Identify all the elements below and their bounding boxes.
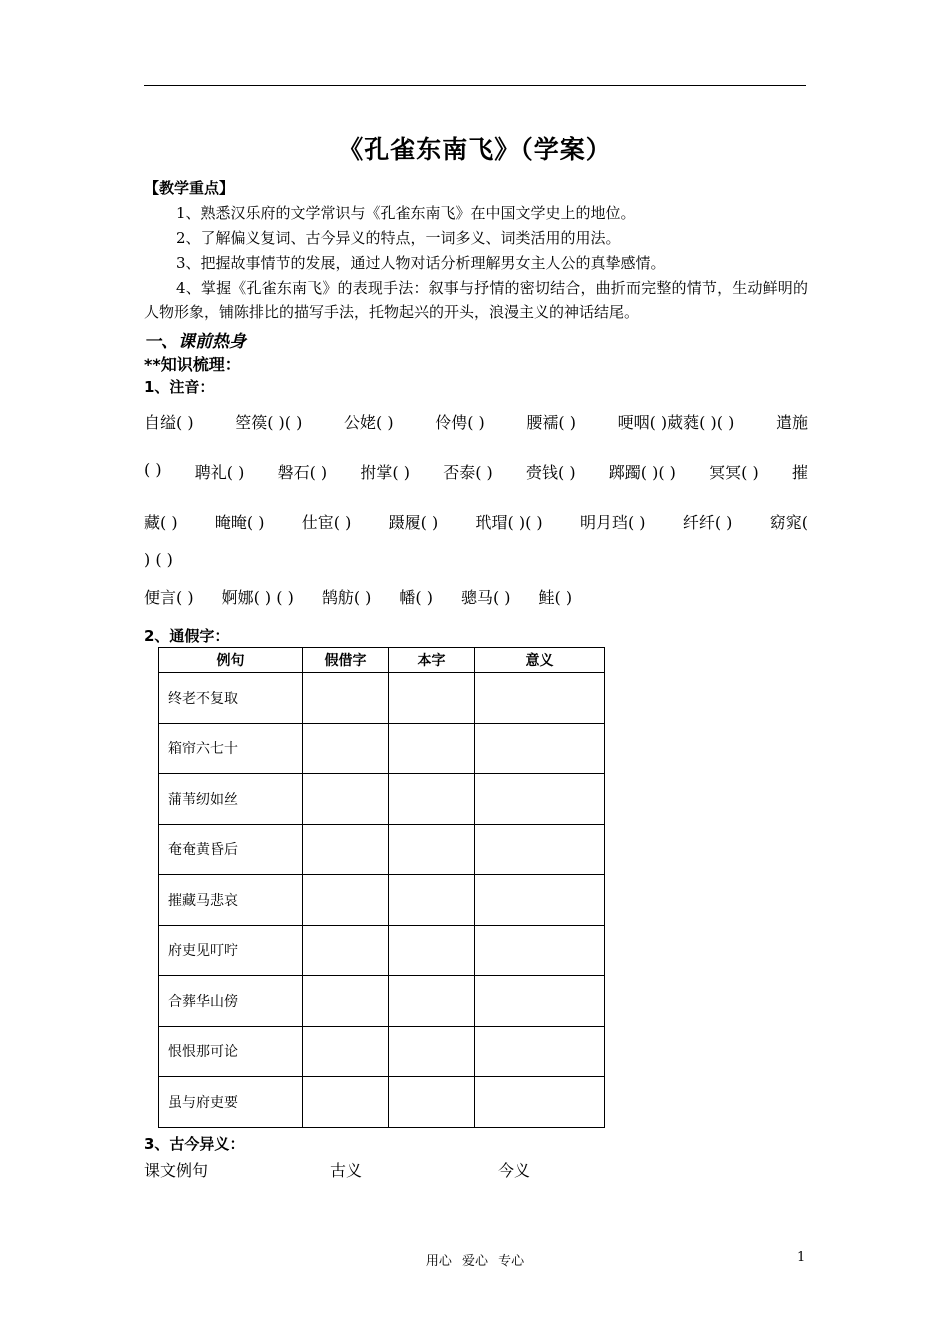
pinyin-item: 摧 [791, 463, 808, 482]
answer-cell[interactable] [389, 1077, 475, 1128]
answer-cell[interactable] [303, 925, 389, 976]
question-gujin-label: 3、古今异义： [144, 1135, 245, 1153]
pinyin-item: 腰襦( ) [526, 413, 576, 432]
pinyin-item: 自缢( ) [144, 413, 194, 432]
pinyin-item: 冥冥( ) [709, 463, 759, 482]
answer-cell[interactable] [389, 925, 475, 976]
answer-cell[interactable] [389, 875, 475, 926]
example-cell: 终老不复取 [159, 673, 303, 724]
example-cell: 府吏见叮咛 [159, 925, 303, 976]
answer-cell[interactable] [389, 824, 475, 875]
table-row [159, 774, 605, 825]
pinyin-item: 鲑( ) [538, 588, 573, 607]
answer-cell[interactable] [389, 774, 475, 825]
page-number: 1 [797, 1250, 806, 1265]
table-row [159, 723, 605, 774]
pinyin-item: 拊掌( ) [360, 463, 410, 482]
pinyin-item: 藏( ) [144, 513, 178, 532]
focus-item-3: 3、把握故事情节的发展，通过人物对话分析理解男女主人公的真挚感情。 [176, 254, 666, 272]
answer-cell[interactable] [303, 673, 389, 724]
col-header-original: 本字 [389, 648, 475, 673]
answer-cell[interactable] [303, 875, 389, 926]
tongjia-table [158, 647, 605, 1128]
table-row [159, 925, 605, 976]
pinyin-item: 玳瑁( )( ) [475, 513, 543, 532]
focus-heading: 【教学重点】 [144, 179, 235, 197]
col-label-example: 课文例句 [144, 1161, 209, 1180]
table-row [159, 1026, 605, 1077]
pinyin-line-1 [144, 410, 808, 433]
answer-cell[interactable] [303, 1077, 389, 1128]
page-title: 《孔雀东南飞》（学案） [338, 135, 612, 164]
pinyin-line-5 [144, 585, 572, 608]
table-row [159, 875, 605, 926]
header-rule [144, 85, 806, 86]
table-row [159, 976, 605, 1027]
example-cell: 恨恨那可论 [159, 1026, 303, 1077]
focus-item-1: 1、熟悉汉乐府的文学常识与《孔雀东南飞》在中国文学史上的地位。 [176, 204, 636, 222]
pinyin-item: 仕宦( ) [301, 513, 352, 532]
answer-cell[interactable] [303, 1026, 389, 1077]
pinyin-item: 聘礼( ) [194, 463, 245, 482]
pinyin-item: 便言( ) [144, 588, 194, 607]
answer-cell[interactable] [389, 1026, 475, 1077]
answer-cell[interactable] [475, 673, 605, 724]
example-cell: 箱帘六七十 [159, 723, 303, 774]
answer-cell[interactable] [389, 723, 475, 774]
pinyin-item: 赍钱( ) [525, 463, 576, 482]
answer-cell[interactable] [303, 723, 389, 774]
pinyin-item: 明月珰( ) [579, 513, 646, 532]
table-row [159, 673, 605, 724]
pinyin-item: 晻晻( ) [214, 513, 265, 532]
pinyin-line-3 [144, 510, 808, 533]
answer-cell[interactable] [475, 723, 605, 774]
answer-cell[interactable] [475, 875, 605, 926]
table-header-row [159, 648, 605, 673]
answer-cell[interactable] [475, 774, 605, 825]
pinyin-item: 哽咽( )葳蕤( )( ) [617, 413, 735, 432]
col-header-borrowed: 假借字 [303, 648, 389, 673]
answer-cell[interactable] [475, 824, 605, 875]
pinyin-item: 纤纤( ) [682, 513, 733, 532]
example-cell: 蒲苇纫如丝 [159, 774, 303, 825]
answer-cell[interactable] [475, 976, 605, 1027]
section-heading: 一、课前热身 [144, 332, 246, 352]
col-label-modern: 今义 [498, 1161, 531, 1180]
example-cell: 奄奄黄昏后 [159, 824, 303, 875]
answer-cell[interactable] [475, 925, 605, 976]
pinyin-item: 窈窕( [769, 513, 808, 532]
col-label-ancient: 古义 [330, 1161, 363, 1180]
pinyin-item: 遣施 [775, 413, 808, 432]
answer-cell[interactable] [475, 1077, 605, 1128]
col-header-example: 例句 [159, 648, 303, 673]
pinyin-item: 鹄舫( ) [321, 588, 372, 607]
pinyin-item: 箜篌( )( ) [235, 413, 303, 432]
pinyin-item: ( ) [144, 460, 162, 479]
pinyin-item: 幡( ) [399, 588, 433, 607]
pinyin-item: 否泰( ) [443, 463, 493, 482]
pinyin-line-2 [144, 460, 808, 483]
pinyin-line-4: ) ( ) [144, 550, 173, 569]
answer-cell[interactable] [303, 774, 389, 825]
pinyin-item: 伶俜( ) [435, 413, 485, 432]
table-row [159, 824, 605, 875]
example-cell: 合葬华山傍 [159, 976, 303, 1027]
answer-cell[interactable] [389, 976, 475, 1027]
answer-cell[interactable] [475, 1026, 605, 1077]
pinyin-item: 踯躅( )( ) [608, 463, 676, 482]
question-tongjia-label: 2、通假字： [144, 627, 230, 645]
focus-item-2: 2、了解偏义复词、古今异义的特点，一词多义、词类活用的用法。 [176, 229, 621, 247]
example-cell: 虽与府吏要 [159, 1077, 303, 1128]
focus-item-4: 4、掌握《孔雀东南飞》的表现手法：叙事与抒情的密切结合，曲折而完整的情节，生动鲜明的人物形象，铺陈排比的描写手法，托物起兴的开头，浪漫主义的神话结尾。 [144, 279, 808, 321]
pinyin-item: 骢马( ) [460, 588, 511, 607]
pinyin-item: 婀娜( ) ( ) [221, 588, 294, 607]
pinyin-item: 公姥( ) [343, 413, 394, 432]
page-footer: 用心 爱心 专心 [425, 1254, 525, 1269]
pinyin-item: 蹑履( ) [388, 513, 439, 532]
pinyin-item: 磐石( ) [277, 463, 328, 482]
answer-cell[interactable] [303, 976, 389, 1027]
answer-cell[interactable] [303, 824, 389, 875]
knowledge-subheading: **知识梳理： [144, 355, 241, 374]
table-row [159, 1077, 605, 1128]
example-cell: 摧藏马悲哀 [159, 875, 303, 926]
col-header-meaning: 意义 [475, 648, 605, 673]
question-pinyin-label: 1、注音： [144, 378, 215, 396]
answer-cell[interactable] [389, 673, 475, 724]
